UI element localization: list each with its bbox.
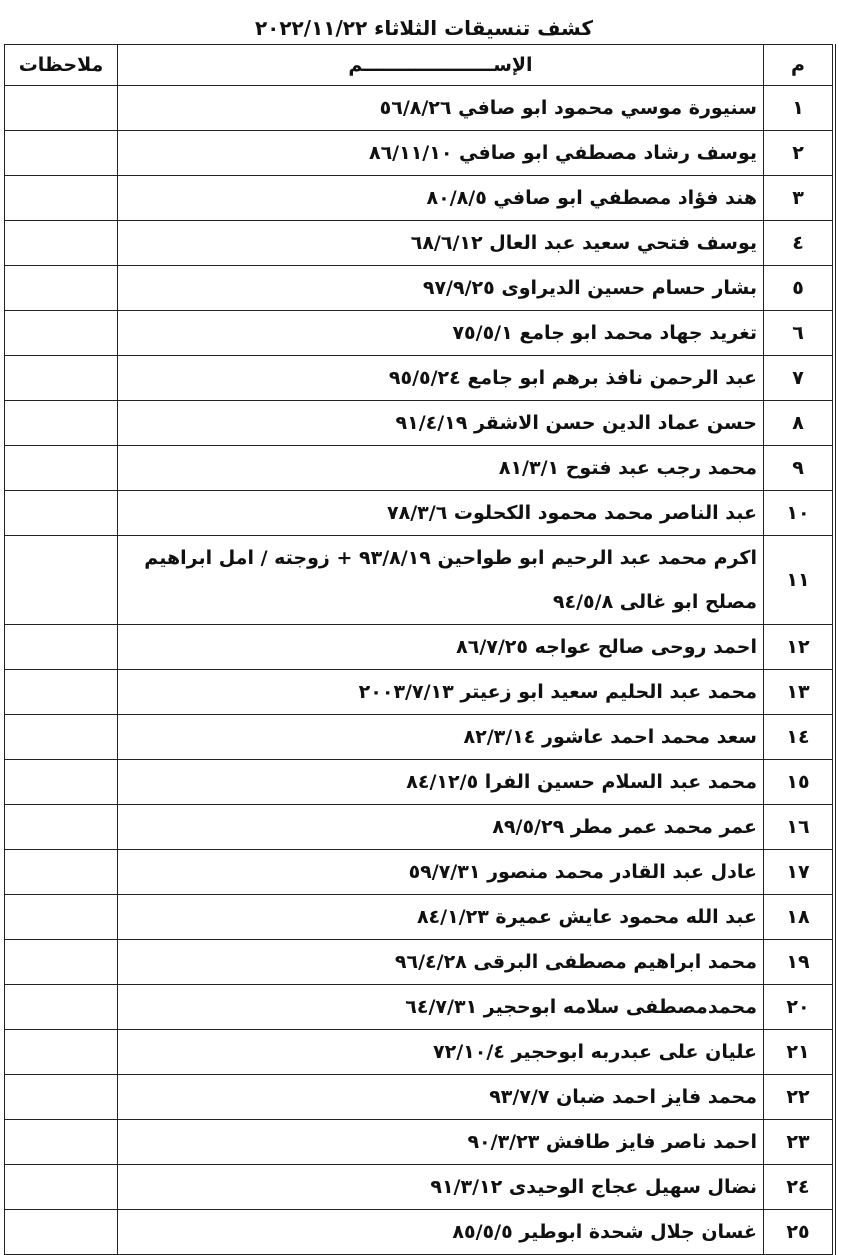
row-number: ٣ xyxy=(764,176,835,221)
row-number: ١٧ xyxy=(764,850,835,895)
header-number: م xyxy=(764,45,835,86)
row-name: اكرم محمد عبد الرحيم ابو طواحين ٩٣/٨/١٩ + زوجته / امل ابراهيم مصلح ابو غالى ٩٤/٥/٨ xyxy=(118,536,764,625)
table-row xyxy=(5,176,835,221)
row-number: ٦ xyxy=(764,311,835,356)
table-row xyxy=(5,1210,835,1255)
table-header-row xyxy=(5,45,835,86)
row-name: محمد رجب عبد فتوح ٨١/٣/١ xyxy=(118,446,764,491)
row-name: سنيورة موسي محمود ابو صافي ٥٦/٨/٢٦ xyxy=(118,86,764,131)
row-name: عبد الله محمود عايش عميرة ٨٤/١/٢٣ xyxy=(118,895,764,940)
row-name: محمد فايز احمد ضبان ٩٣/٧/٧ xyxy=(118,1075,764,1120)
row-name: تغريد جهاد محمد ابو جامع ٧٥/٥/١ xyxy=(118,311,764,356)
table-row xyxy=(5,850,835,895)
row-notes xyxy=(5,131,118,176)
table-row xyxy=(5,401,835,446)
table-row xyxy=(5,895,835,940)
table-row xyxy=(5,1165,835,1210)
row-name: عليان على عبدربه ابوحجير ٧٢/١٠/٤ xyxy=(118,1030,764,1075)
row-number: ٢١ xyxy=(764,1030,835,1075)
table-row xyxy=(5,805,835,850)
row-notes xyxy=(5,715,118,760)
row-name: محمد ابراهيم مصطفى البرقى ٩٦/٤/٢٨ xyxy=(118,940,764,985)
row-notes xyxy=(5,536,118,625)
row-number: ٢ xyxy=(764,131,835,176)
row-notes xyxy=(5,625,118,670)
row-notes xyxy=(5,401,118,446)
table-row xyxy=(5,491,835,536)
header-notes: ملاحظات xyxy=(5,45,118,86)
table-row xyxy=(5,536,835,625)
row-notes xyxy=(5,266,118,311)
row-notes xyxy=(5,1075,118,1120)
row-number: ١٢ xyxy=(764,625,835,670)
row-notes xyxy=(5,985,118,1030)
table-row xyxy=(5,1075,835,1120)
row-notes xyxy=(5,311,118,356)
row-notes xyxy=(5,1210,118,1255)
row-notes xyxy=(5,805,118,850)
table-row xyxy=(5,266,835,311)
row-number: ٥ xyxy=(764,266,835,311)
row-number: ١٠ xyxy=(764,491,835,536)
row-name: يوسف رشاد مصطفي ابو صافي ٨٦/١١/١٠ xyxy=(118,131,764,176)
row-name: محمد عبد الحليم سعيد ابو زعيتر ٢٠٠٣/٧/١٣ xyxy=(118,670,764,715)
row-notes xyxy=(5,176,118,221)
row-number: ١٣ xyxy=(764,670,835,715)
names-table xyxy=(4,44,836,1255)
row-number: ٨ xyxy=(764,401,835,446)
table-row xyxy=(5,86,835,131)
row-number: ٢٣ xyxy=(764,1120,835,1165)
row-number: ١ xyxy=(764,86,835,131)
row-number: ٢٢ xyxy=(764,1075,835,1120)
row-number: ٢٠ xyxy=(764,985,835,1030)
row-notes xyxy=(5,1030,118,1075)
table-row xyxy=(5,131,835,176)
row-name: عبد الناصر محمد محمود الكحلوت ٧٨/٣/٦ xyxy=(118,491,764,536)
row-notes xyxy=(5,491,118,536)
table-row xyxy=(5,625,835,670)
row-notes xyxy=(5,221,118,266)
row-number: ١١ xyxy=(764,536,835,625)
row-notes xyxy=(5,940,118,985)
row-name: يوسف فتحي سعيد عبد العال ٦٨/٦/١٢ xyxy=(118,221,764,266)
header-name: الإســــــــــــــــــــم xyxy=(118,45,764,86)
row-notes xyxy=(5,1120,118,1165)
row-number: ١٦ xyxy=(764,805,835,850)
row-name: عادل عبد القادر محمد منصور ٥٩/٧/٣١ xyxy=(118,850,764,895)
row-number: ٢٥ xyxy=(764,1210,835,1255)
row-name: محمدمصطفى سلامه ابوحجير ٦٤/٧/٣١ xyxy=(118,985,764,1030)
row-name: حسن عماد الدين حسن الاشقر ٩١/٤/١٩ xyxy=(118,401,764,446)
row-name: محمد عبد السلام حسين الفرا ٨٤/١٢/٥ xyxy=(118,760,764,805)
row-name: سعد محمد احمد عاشور ٨٢/٣/١٤ xyxy=(118,715,764,760)
row-name: احمد ناصر فايز طافش ٩٠/٣/٢٣ xyxy=(118,1120,764,1165)
row-notes xyxy=(5,670,118,715)
table-row xyxy=(5,221,835,266)
row-number: ١٤ xyxy=(764,715,835,760)
row-number: ١٥ xyxy=(764,760,835,805)
table-row xyxy=(5,760,835,805)
row-notes xyxy=(5,86,118,131)
row-number: ٧ xyxy=(764,356,835,401)
row-name: عمر محمد عمر مطر ٨٩/٥/٢٩ xyxy=(118,805,764,850)
row-name: عبد الرحمن نافذ برهم ابو جامع ٩٥/٥/٢٤ xyxy=(118,356,764,401)
row-name: احمد روحى صالح عواجه ٨٦/٧/٢٥ xyxy=(118,625,764,670)
row-notes xyxy=(5,760,118,805)
row-name: نضال سهيل عجاج الوحيدى ٩١/٣/١٢ xyxy=(118,1165,764,1210)
row-number: ٩ xyxy=(764,446,835,491)
table-row xyxy=(5,940,835,985)
table-row xyxy=(5,311,835,356)
row-number: ٢٤ xyxy=(764,1165,835,1210)
row-number: ١٨ xyxy=(764,895,835,940)
document-title: كشف تنسيقات الثلاثاء ٢٠٢٢/١١/٢٢ xyxy=(254,16,594,40)
row-notes xyxy=(5,850,118,895)
table-row xyxy=(5,715,835,760)
row-notes xyxy=(5,895,118,940)
row-notes xyxy=(5,446,118,491)
row-name: بشار حسام حسين الديراوى ٩٧/٩/٢٥ xyxy=(118,266,764,311)
row-name: هند فؤاد مصطفي ابو صافي ٨٠/٨/٥ xyxy=(118,176,764,221)
row-name: غسان جلال شحدة ابوطير ٨٥/٥/٥ xyxy=(118,1210,764,1255)
row-notes xyxy=(5,356,118,401)
table-row xyxy=(5,1120,835,1165)
row-number: ٤ xyxy=(764,221,835,266)
row-number: ١٩ xyxy=(764,940,835,985)
table-row xyxy=(5,356,835,401)
table-row xyxy=(5,985,835,1030)
table-row xyxy=(5,446,835,491)
table-row xyxy=(5,670,835,715)
row-notes xyxy=(5,1165,118,1210)
table-row xyxy=(5,1030,835,1075)
